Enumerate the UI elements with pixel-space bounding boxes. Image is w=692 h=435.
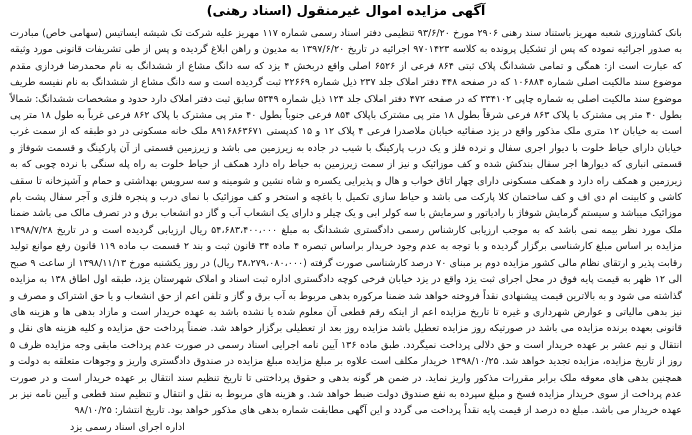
- notice-signature: اداره اجرای اسناد رسمی یزد: [70, 421, 185, 433]
- notice-title: آگهی مزایده اموال غیرمنقول (اسناد رهنی): [206, 4, 486, 19]
- auction-notice: [4, 2, 688, 433]
- notice-body: بانک کشاورزی شعبه مهریز باستناد سند رهنی ۲۹۰۶ مورخ ۹۳/۶/۲۰ تنظیمی دفتر اسناد رسمی شماره ۱۱۷ مهریز علیه شرکت تک شیشه ایساتیس (سهامی خاص) مبادرت به صدور اجرائیه نموده که پس از تشکیل پرونده به کلاسه ۹۷۰۱۴۲۳ اجرائیه در تاریخ ۱۳۹۷/۶/۲۰ به مدیون و راهن ابلاغ گردیده و پس از طی تشریفات قانونی مورد وثیقه که عبارت است از: همگی و تمامی ششدانگ پلاک ثبتی ۸۶۴ فرعی از ۶۵۲۶ اصلی واقع دربخش ۴ یزد که سه دانگ مشاع از ششدانگ به نام محمدرضا فردازی مقدم موضوع سند مالکیت اصلی شماره ۱۰۶۸۸۴ که در صفحه ۴۴۸ دفتر املاک جلد ۲۳۷ ذیل شماره ۲۲۶۶۹ ثبت گردیده است و سه دانگ مشاع از ششدانگ به نام نفیسه طریف موضوع سند مالکیت اصلی به شماره چاپی ۳۳۴۱۰۲ که در صفحه ۴۷۲ دفتر املاک جلد ۱۲۴ ذیل شماره ۵۳۴۹ سابق ثبت دفتر املاک دارد حدود و مشخصات ششدانگ: شمالاً بطول ۴۰ متر پی مشترک با پلاک ۸۶۳ فرعی شرقاً بطول ۱۸ متر پی مشترک باپلاک ۸۵۴ فرعی جنوباً بطول ۴۰ متر پی مشترک با پلاک ۸۶۲ فرعی غرباً به طول ۱۸ متر پی است به خیابان ۱۲ متری ملک مذکور واقع در یزد صفائیه خیابان ملاصدرا فرعی ۴ پلاک ۱۲ و ۱۵ کدپستی ۸۹۱۶۸۶۳۶۷۱ ملک خانه مسکونی در دو طبقه که از سمت غرب خیابان دارای حیاط خلوت با دیوار اجری سفال و نرده فلز و یک درب پارکینگ با شیب در جاده به زیرزمین می باشد و زیرزمین قسمتی از آن پارکینگ و قسمت شوفاژ و قسمتی انباری که دیوارها اجر سفال بندکش شده و کف موزائیک و نیز از سمت زیرزمین به حیاط راه دارد همکف از حیاط خلوت به راه پله سنگی با نرده چوبی که به زیرزمین و همکف راه دارد و همکف مسکونی دارای چهار اتاق خواب و هال و پذیرایی یکسره و شاه نشین و شومینه و سه سرویس بهداشتی و حمام و آشپزخانه تا سقف کاشی و کابینت ام دی اف و کف ساختمان کلا پارکت می باشد و حیاط سازی تکمیل با باغچه و استخر و کف موزائیک با نمای درب و پنجره فلزی و آجر سفال پشت بام موزائیک میباشد و سیستم گرمایش شوفاژ با رادیاتور و سرمایش با سه کولر ابی و یک چیلر و دارای یک انشعاب آب و گاز دو انشعاب برق و در تصرف مالک می باشد ضمنا ملک مورد نظر بیمه نمی باشد که به موجب ارزیابی کارشناس رسمی دادگستری ششدانگ به مبلغ ۵۴،۶۸۳،۴۰۰،۰۰۰ ریال ارزیابی گردیده است و در تاریخ ۱۳۹۸/۷/۲۸ مزایده بر اساس مبلغ کارشناسی برگزار گردیده و با توجه به عدم وجود خریدار براساس تبصره ۴ ماده ۳۴ قانون ثبت و بند ۲ قسمت ب ماده ۱۱۹ قانون رفع موانع تولید رقابت پذیر و ارتقای نظام مالی کشور مزایده دوم بر مبنای ۷۰ درصد کارشناسی صورت گرفته (۳۸،۲۷۹،۰۸۰،۰۰۰ ریال) در روز یکشنبه مورخ ۱۳۹۸/۱۱/۱۳ از ساعت ۹ صبح الی ۱۲ ظهر به قیمت پایه فوق در محل اجرای ثبت یزد واقع در یزد خیابان فرخی کوچه دادگستری اداره ثبت اسناد و املاک شهرستان یزد، طبقه اول اطاق ۱۳۸ به مزایده گذاشته می شود و به بالاترین قیمت پیشنهادی نقداً فروخته خواهد شد ضمنا مرکوره بدهی مربوط به آب برق و گاز و تلفن اعم از حق انشعاب و یا حق اشتراک و مصرف و نیز بدهی مالیاتی و عوارض شهرداری و غیره تا تاریخ مزایده اعم از اینکه رقم قطعی آن معلوم شده یا نشده باشد به عهده خریدار است و مازاد بدهی ها و هزینه های قانونی بعهده برنده مزایده می باشد در صورتیکه روز مزایده تعطیل باشد مزایده روز بعد از تعطیلی برگزار خواهد شد. ضمناً پرداخت حق مزایده و کلیه هزینه های نقل و انتقال و نیم عشر بر عهده خریدار است و حق دلالی پرداخت نمیگردد. طبق ماده ۱۳۶ آیین نامه اجرایی اسناد رسمی در صورت عدم پرداخت مابقی وجه مزایده ظرف ۵ روز از تاریخ مزایده، مزایده تجدید خواهد شد. ۱۳۹۸/۱۰/۲۵ خریدار مکلف است علاوه بر مبلغ مزایده مبلغ مزایده در صندوق دادگستری واریز و وجوهات متعلقه به دولت و همچنین بدهی های معوقه ملک برابر مقررات مذکور واریز نماید. در ضمن هر گونه بدهی و حقوق پرداختنی تا تاریخ تنظیم سند انتقال بر عهده خریدار است و در صورت عدم پرداخت از سوی خریدار مزایده فسخ و مبلغ سپرده به نفع صندوق دولت ضبط خواهد شد. و هزینه های مربوط به نقل و انتقال و تنظیم سند قطعی و آیین نامه نیز بر عهده خریدار می باشد. مبلغ ده درصد از قیمت پایه نقداً پرداخت می گردد و این آگهی مطابقت شماره بدهی های مذکور خواهد بود. تاریخ انتشار: ۹۸/۱۰/۲۵: [10, 28, 683, 417]
